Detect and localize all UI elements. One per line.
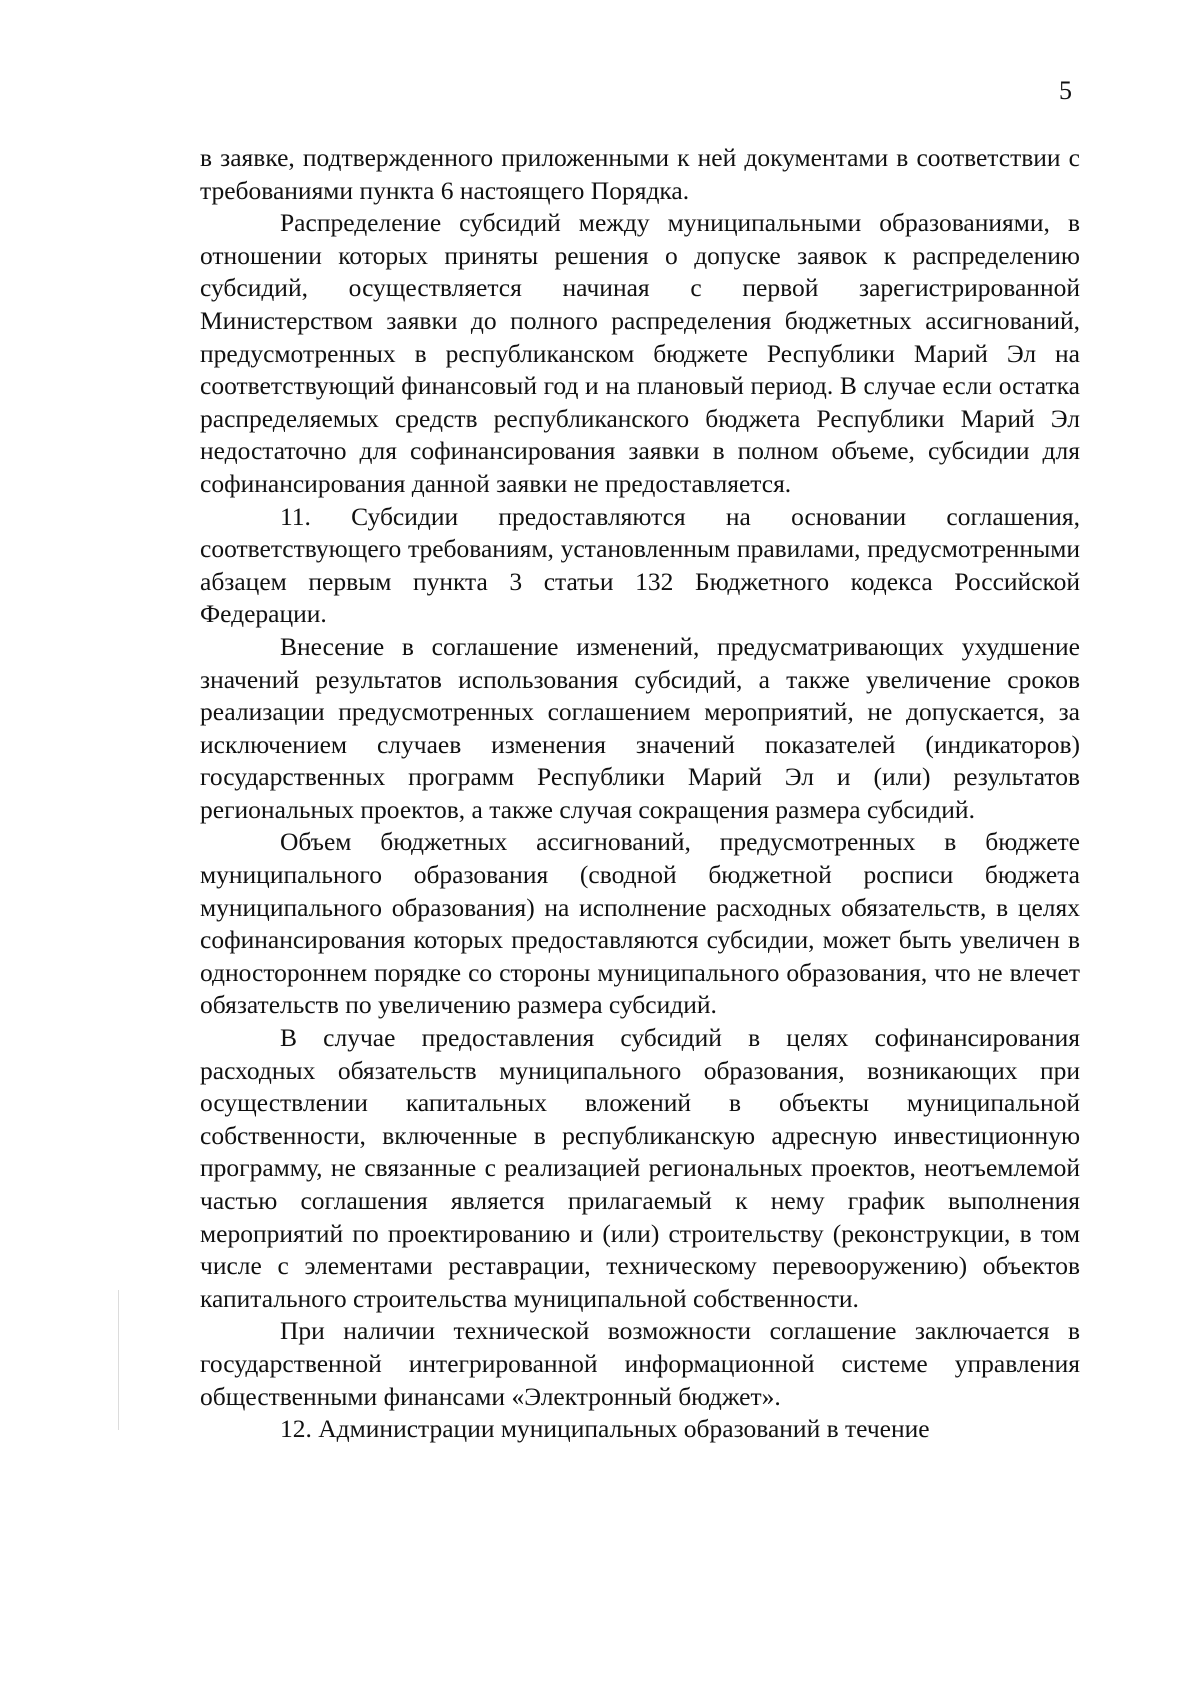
paragraph-budget-volume: Объем бюджетных ассигнований, предусмотренных в бюджете муниципального образования (сводной бюджетной росписи бюджета муниципального образования) на исполнение расходных обязательств, в целях софинансирования которых предоставляются субсидии, может быть увеличен в одностороннем порядке со стороны муниципального образования, что не влечет обязательств по увеличению размера субсидий.	[200, 827, 1080, 1020]
paragraph-capital-investments: В случае предоставления субсидий в целях софинансирования расходных обязательств муниципального образования, возникающих при осуществлении капитальных вложений в объекты муниципальной собственности, включенные в республиканскую адресную инвестиционную программу, не связанные с реализацией региональных проектов, неотъемлемой частью соглашения является прилагаемый к нему график выполнения мероприятий по проектированию и (или) строительству (реконструкции, в том числе с элементами реставрации, техническому перевооружению) объектов капитального строительства муниципальной собственности.	[200, 1023, 1080, 1313]
document-body	[200, 142, 1080, 1446]
paragraph-distribution: Распределение субсидий между муниципальными образованиями, в отношении которых приняты решения о допуске заявок к распределению субсидий, осуществляется начиная с первой зарегистрированной Министерством заявки до полного распределения бюджетных ассигнований, предусмотренных в республиканском бюджете Республики Марий Эл на соответствующий финансовый год и на плановый период. В случае если остатка распределяемых средств республиканского бюджета Республики Марий Эл недостаточно для софинансирования заявки в полном объеме, субсидии для софинансирования данной заявки не предоставляется.	[200, 208, 1080, 498]
paragraph-item-12: 12. Администрации муниципальных образований в течение	[280, 1414, 930, 1444]
paragraph-amendments: Внесение в соглашение изменений, предусматривающих ухудшение значений результатов использования субсидий, а также увеличение сроков реализации предусмотренных соглашением мероприятий, не допускается, за исключением случаев изменения значений показателей (индикаторов) государственных программ Республики Марий Эл и (или) результатов региональных проектов, а также случая сокращения размера субсидий.	[200, 631, 1080, 824]
scan-margin-mark	[118, 1290, 119, 1430]
page-number: 5	[1059, 76, 1072, 105]
paragraph-item-11: 11. Субсидии предоставляются на основании соглашения, соответствующего требованиям, установленным правилами, предусмотренными абзацем первым пункта 3 статьи 132 Бюджетного кодекса Российской Федерации.	[200, 501, 1080, 629]
paragraph-continuation: в заявке, подтвержденного приложенными к ней документами в соответствии с требованиями пункта 6 настоящего Порядка.	[200, 143, 1080, 205]
paragraph-electronic-budget: При наличии технической возможности соглашение заключается в государственной интегрированной информационной системе управления общественными финансами «Электронный бюджет».	[200, 1316, 1080, 1411]
